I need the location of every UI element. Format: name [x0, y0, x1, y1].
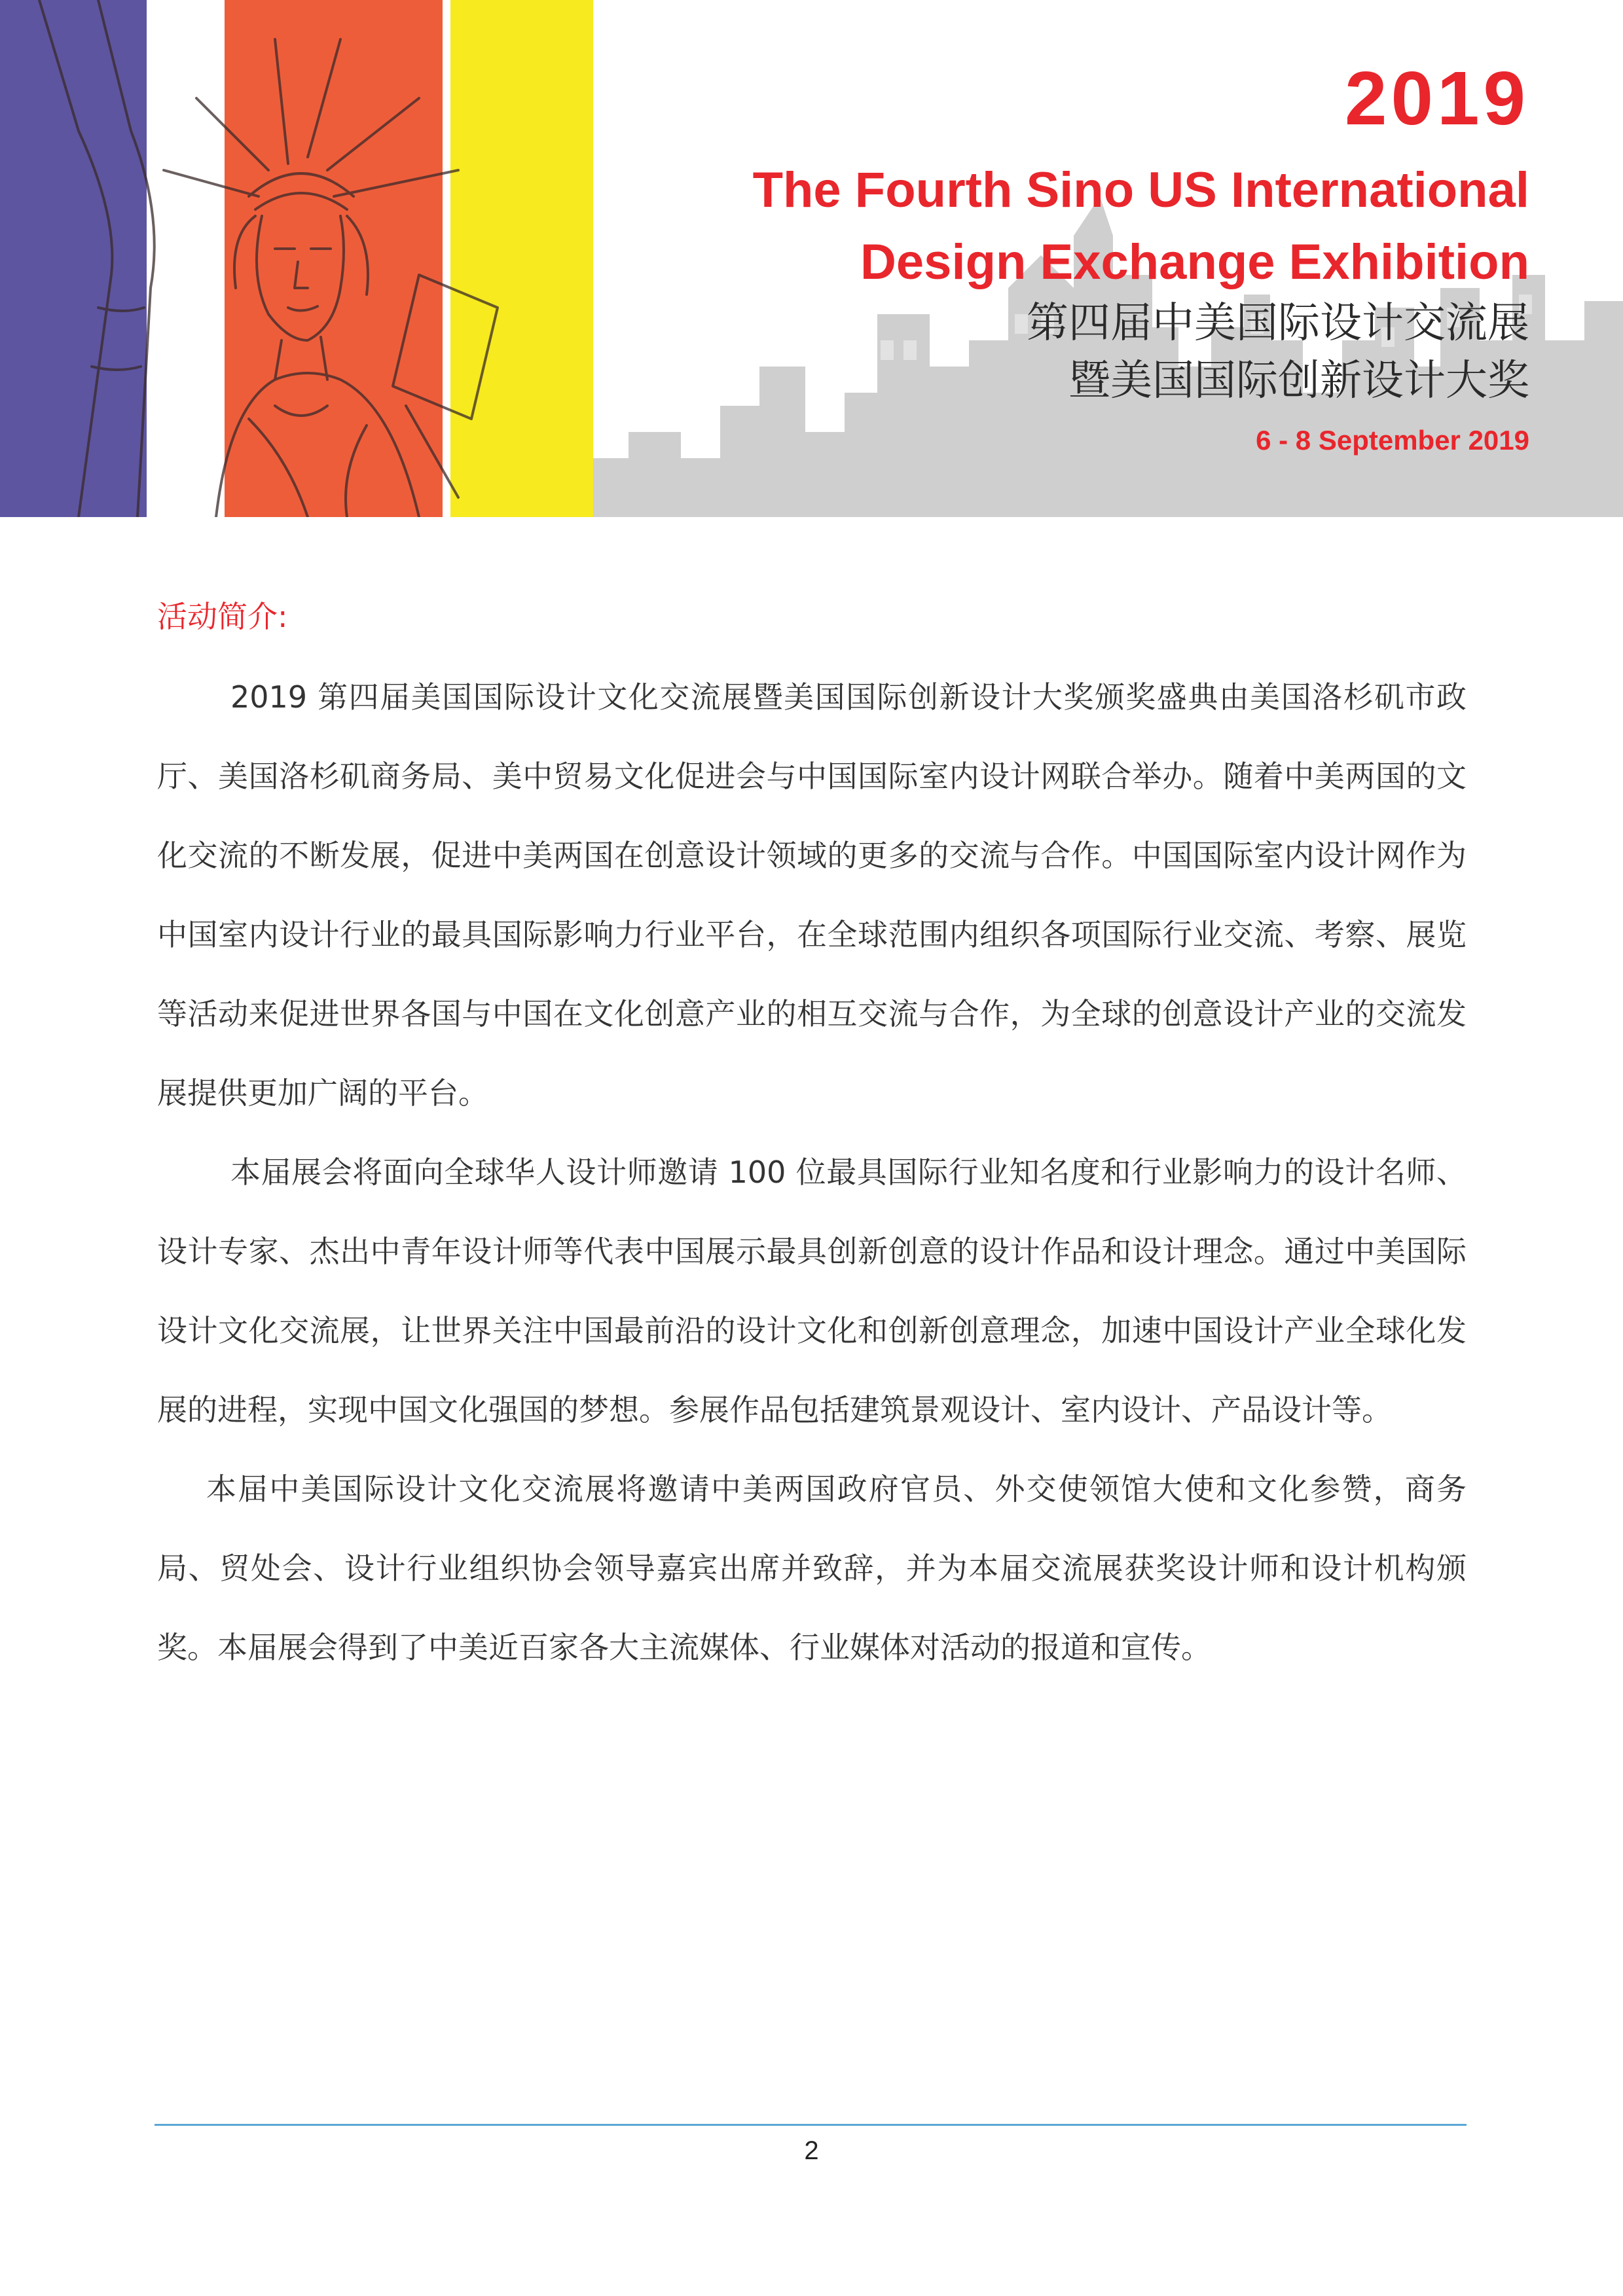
paragraph-introduction: 2019 第四届美国国际设计文化交流展暨美国国际创新设计大奖颁奖盛典由美国洛杉矶市政厅、美国洛杉矶商务局、美中贸易文化促进会与中国国际室内设计网联合举办。随着中美两国的文化交流的不断发展，促进中美两国在创意设计领域的更多的交流与合作。中国国际室内设计网作为中国室内设计行业的最具国际影响力行业平台，在全球范围内组织各项国际行业交流、考察、展览等活动来促进世界各国与中国在文化创意产业的相互交流与合作，为全球的创意设计产业的交流发展提供更加广阔的平台。: [157, 679, 1467, 1111]
document-body: [157, 658, 1467, 1687]
banner-date: 6 - 8 September 2019: [1256, 425, 1529, 456]
page-number: 2: [804, 2136, 819, 2165]
banner-chinese-title: [1027, 295, 1529, 410]
banner-cn-line-1: 第四届中美国际设计交流展: [1027, 299, 1529, 348]
section-heading: 活动简介:: [157, 599, 288, 634]
footer-divider: [155, 2124, 1467, 2126]
statue-of-liberty-illustration: [0, 0, 593, 517]
header-banner: [0, 0, 1623, 517]
banner-english-title: [753, 154, 1529, 298]
banner-year: 2019: [1344, 56, 1529, 141]
paragraph-guests-media: 本届中美国际设计文化交流展将邀请中美两国政府官员、外交使领馆大使和文化参赞，商务局、贸处会、设计行业组织协会领导嘉宾出席并致辞，并为本届交流展获奖设计师和设计机构颁奖。本届展会得到了中美近百家各大主流媒体、行业媒体对活动的报道和宣传。: [157, 1471, 1467, 1665]
banner-cn-line-2: 暨美国国际创新设计大奖: [1068, 357, 1529, 405]
paragraph-exhibitors: 本届展会将面向全球华人设计师邀请 100 位最具国际行业知名度和行业影响力的设计名师、设计专家、杰出中青年设计师等代表中国展示最具创新创意的设计作品和设计理念。通过中美国际设计文化交流展，让世界关注中国最前沿的设计文化和创新创意理念，加速中国设计产业全球化发展的进程，实现中国文化强国的梦想。参展作品包括建筑景观设计、室内设计、产品设计等。: [157, 1155, 1467, 1427]
banner-title-line-1: The Fourth Sino US International: [752, 162, 1529, 218]
banner-title-line-2: Design Exchange Exhibition: [860, 234, 1529, 290]
